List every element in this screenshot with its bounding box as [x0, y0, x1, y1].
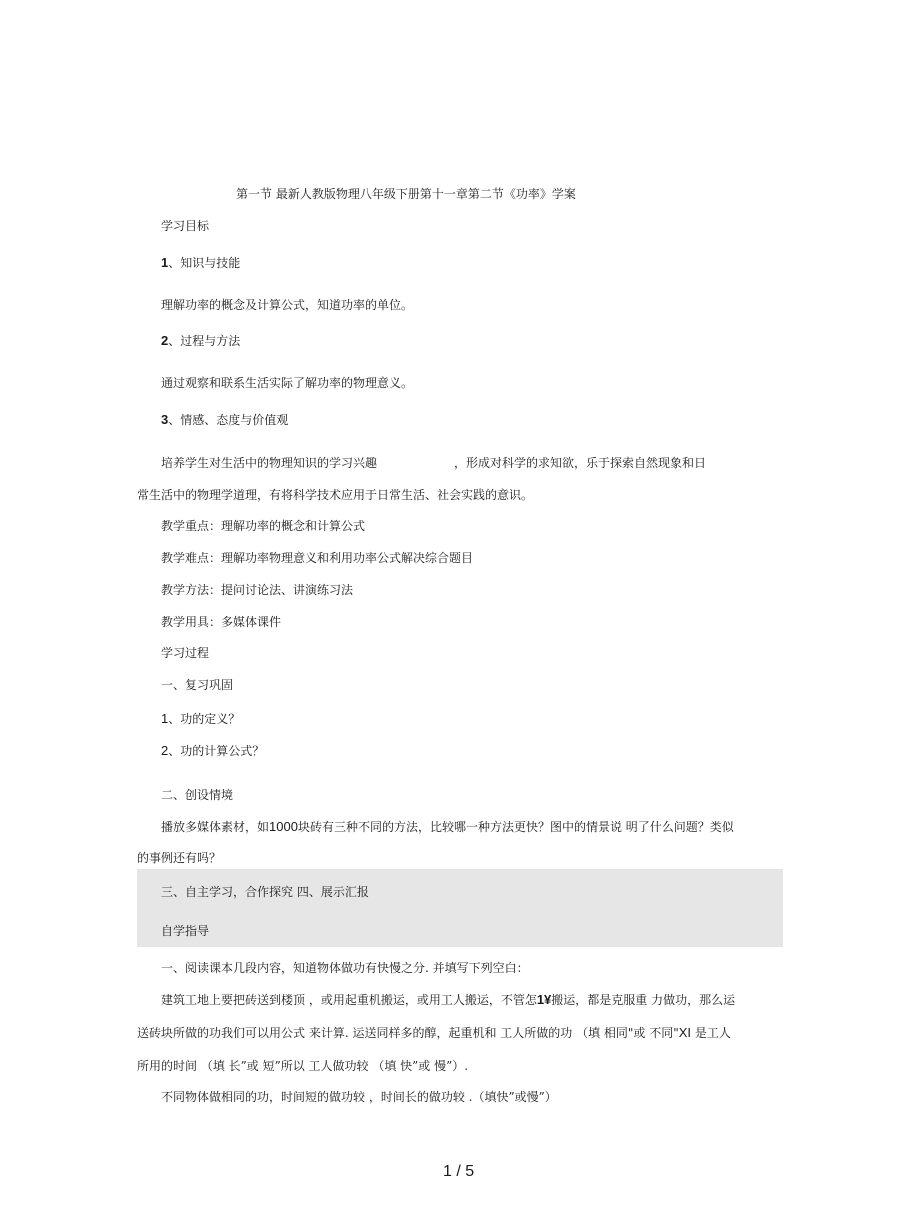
section-1-label: 、知识与技能 — [168, 256, 241, 270]
section-3-body-b: ，形成对科学的求知欲，乐于探索自然现象和日 — [454, 456, 707, 470]
scene-body-a: 播放多媒体素材，如 — [161, 820, 270, 834]
question-2-number: 2 — [161, 743, 169, 758]
scene-body-line-1 — [161, 819, 734, 835]
question-1-text: 、功的定义？ — [168, 712, 241, 726]
section-2-label: 、过程与方法 — [168, 334, 241, 348]
reading-instruction: 一、阅读课本几段内容，知道物体做功有快慢之分. 并填写下列空白： — [161, 961, 529, 975]
teaching-tools: 教学用具：多媒体课件 — [161, 615, 282, 629]
scene-body-b: 块砖有三种不同的方法，比较哪一种方法更快？图中的情景说 明了什么问题？类似 — [297, 820, 734, 834]
paragraph-3: 所用的时间 （填 长”或 短”所以 工人做功较 （填 快”或 慢”）. — [137, 1059, 469, 1073]
paragraph-1-a: 建筑工地上要把砖送到楼顶 ，或用起重机搬运，或用工人搬运，不管怎 — [161, 993, 537, 1007]
teaching-method: 教学方法：提问讨论法、讲演练习法 — [161, 583, 354, 597]
shaded-line-2: 自学指导 — [161, 924, 210, 938]
difficulty: 教学难点：理解功率物理意义和利用功率公式解决综合题目 — [161, 551, 474, 565]
question-1-number: 1 — [161, 711, 169, 726]
question-2-text: 、功的计算公式？ — [168, 744, 265, 758]
section-3-body-a: 培养学生对生活中的物理知识的学习兴趣 — [161, 456, 378, 470]
page-title: 第一节 最新人教版物理八年级下册第十一章第二节《功率》学案 — [236, 187, 576, 201]
section-1-heading — [161, 255, 240, 271]
paragraph-1-b: 搬运，都是克服重 力做功，那么运 — [551, 993, 736, 1007]
paragraph-1 — [161, 992, 735, 1008]
question-1 — [161, 711, 240, 727]
paragraph-1-bold: 1¥ — [536, 992, 552, 1007]
section-2-body: 通过观察和联系生活实际了解功率的物理意义。 — [161, 376, 414, 390]
paragraph-2-a: 送砖块所做的功我们可以用公式 来计算. 运送同样多的醇，起重机和 工人所做的功 （填 相同"或 不同" — [137, 1026, 679, 1040]
scene-body-line-2: 的事例还有吗？ — [137, 851, 222, 865]
paragraph-2-xi: XI — [678, 1025, 692, 1040]
section-3-heading — [161, 412, 288, 428]
process-heading: 学习过程 — [161, 646, 210, 660]
shaded-block — [137, 869, 783, 947]
scene-heading: 二、创设情境 — [161, 788, 234, 802]
paragraph-2-b: 是工人 — [691, 1026, 731, 1040]
goals-heading: 学习目标 — [161, 219, 210, 233]
paragraph-4: 不同物体做相同的功，时间短的做功较 ，时间长的做功较 .（填快”或慢”） — [161, 1090, 557, 1104]
section-3-label: 、情感、态度与价值观 — [168, 413, 289, 427]
section-3-body-c: 常生活中的物理学道理，有将科学技术应用于日常生活、社会实践的意识。 — [137, 488, 534, 502]
section-1-body: 理解功率的概念及计算公式，知道功率的单位。 — [161, 298, 414, 312]
question-2 — [161, 743, 264, 759]
section-1-number: 1 — [161, 255, 169, 270]
shaded-line-1: 三、自主学习，合作探究 四、展示汇报 — [161, 885, 369, 899]
key-point: 教学重点：理解功率的概念和计算公式 — [161, 519, 366, 533]
scene-body-number: 1000 — [269, 819, 298, 834]
page-number: 1 / 5 — [443, 1163, 475, 1180]
section-2-heading — [161, 333, 240, 349]
section-3-number: 3 — [161, 412, 169, 427]
paragraph-2 — [137, 1025, 731, 1041]
review-heading: 一、复习巩固 — [161, 678, 234, 692]
section-2-number: 2 — [161, 333, 169, 348]
